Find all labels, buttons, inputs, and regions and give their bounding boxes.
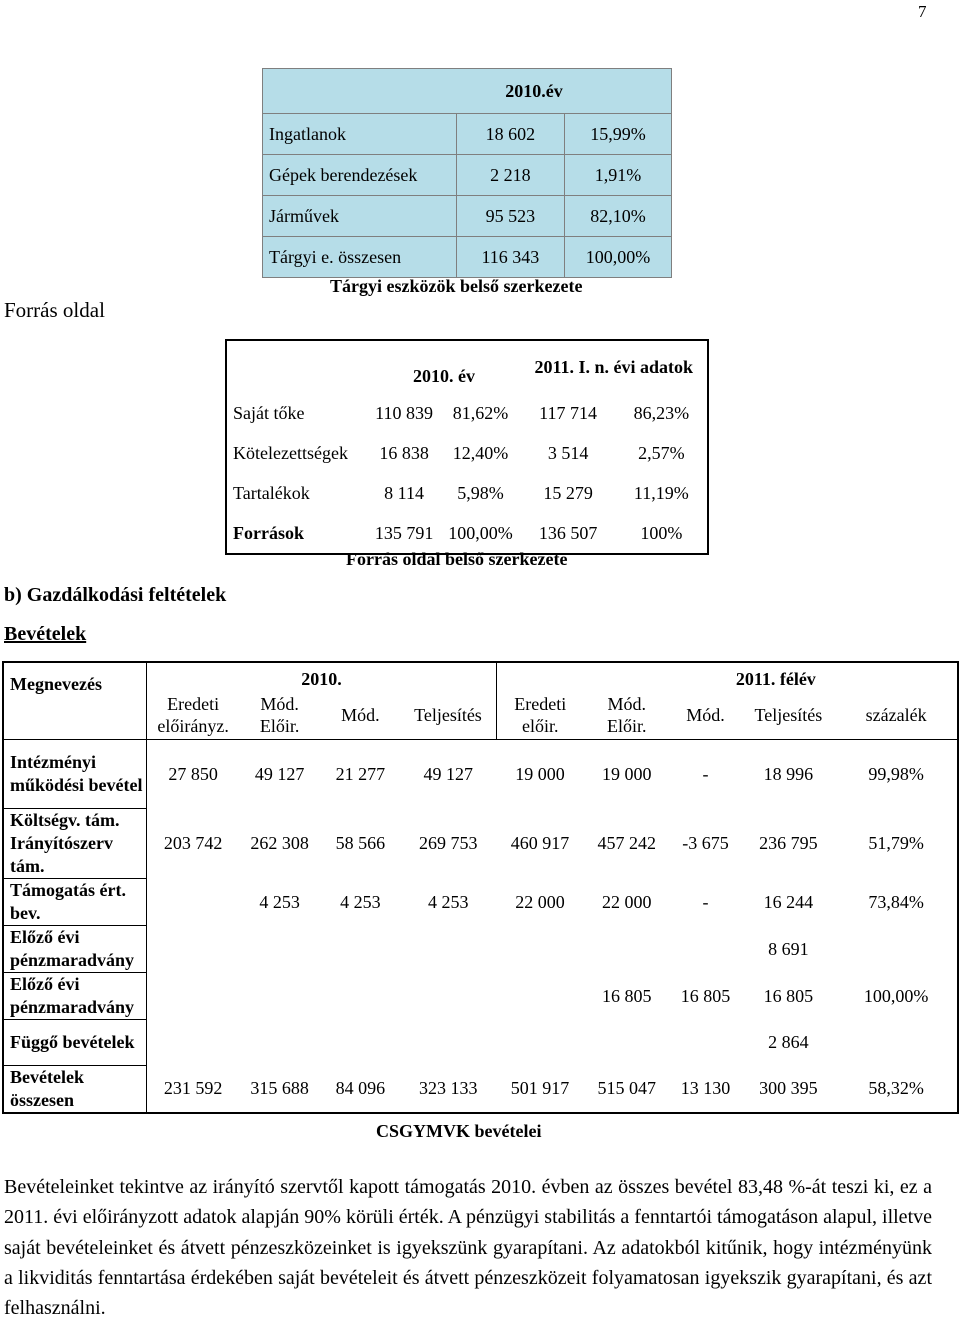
col-header: Eredeti előirányz. [157,694,229,736]
table-row: Saját tőke 110 839 81,62% 117 714 86,23% [233,402,690,423]
col-2011: 2011. I. n. évi adatok [534,357,693,377]
table-row: Bevételek összesen 231 592 315 688 84 096 323 133 501 917 515 047 13 130 300 395 58,32% [3,1066,958,1114]
sources-caption: Forrás oldal belső szerkezete [346,549,568,569]
col-name-header: Megnevezés [3,662,147,740]
table-row: Előző évi pénzmaradvány 8 691 [3,926,958,973]
table-row: Előző évi pénzmaradvány 16 805 16 805 16 805 100,00% [3,973,958,1020]
col-header: Mód. Előir. [259,694,300,736]
col-header: Mód. [686,705,725,725]
col-header: Mód. [341,705,380,725]
col-header: százalék [865,705,927,725]
table-row: Gépek berendezések 2 218 1,91% [263,155,672,196]
col-header: Teljesítés [400,691,496,740]
table-row: Intézményi működési bevétel 27 850 49 127 21 277 49 127 19 000 19 000 - 18 996 99,98% [3,740,958,809]
table-row: Kötelezettségek 16 838 12,40% 3 514 2,57% [233,442,685,463]
col-header: Eredeti előir. [514,694,567,736]
body-paragraph: Bevételeinket tekintve az irányító szervtől kapott támogatás 2010. évben az összes bevétel 83,48 %-át teszi ki, ez a 2011. évi előirányzott adatok alapján 90% körüli érték. A pénzügyi stabilitás a fenntartói támogatáson alapul, illetve saját bevételeinket és átvett pénzeszközeinket is igyekszünk gyarapítani. Az adatokból kitűnik, hogy intézményünk a likviditás fenntartása érdekében saját bevételeit és átvett pénzeszközeit folyamatosan igyekszik gyarapítani, és azt felhasználni. [4,1176,932,1320]
table-row: Költségv. tám. Irányítószerv tám. 203 742 262 308 58 566 269 753 460 917 457 242 -3 675 236 795 51,79% [3,809,958,879]
page-number: 7 [918,2,927,21]
table-row: Ingatlanok 18 602 15,99% [263,114,672,155]
col-header: Teljesítés [754,705,823,725]
assets-caption: Tárgyi eszközök belső szerkezete [330,276,583,296]
table-row: Támogatás ért. bev. 4 253 4 253 4 253 22 000 22 000 - 16 244 73,84% [3,879,958,926]
col-header: Mód. Előir. [607,694,647,736]
assets-table [262,68,672,278]
group-2010: 2010. [147,662,496,691]
revenue-caption: CSGYMVK bevételei [376,1121,542,1141]
col-2010: 2010. év [413,366,475,386]
side-label: Forrás oldal [4,298,105,322]
table-row: Járművek 95 523 82,10% [263,196,672,237]
group-2011: 2011. félév [735,668,816,689]
revenue-table [2,661,959,1114]
sources-table [225,339,709,555]
table-row: Függő bevételek 2 864 [3,1020,958,1066]
table-row: Tartalékok 8 114 5,98% 15 279 11,19% [233,482,689,503]
section-title: b) Gazdálkodási feltételek [4,584,227,606]
section-subtitle: Bevételek [4,623,87,645]
table-row: Források 135 791 100,00% 136 507 100% [233,522,683,543]
table-row: Tárgyi e. összesen 116 343 100,00% [263,237,672,278]
assets-header: 2010.év [263,69,672,114]
